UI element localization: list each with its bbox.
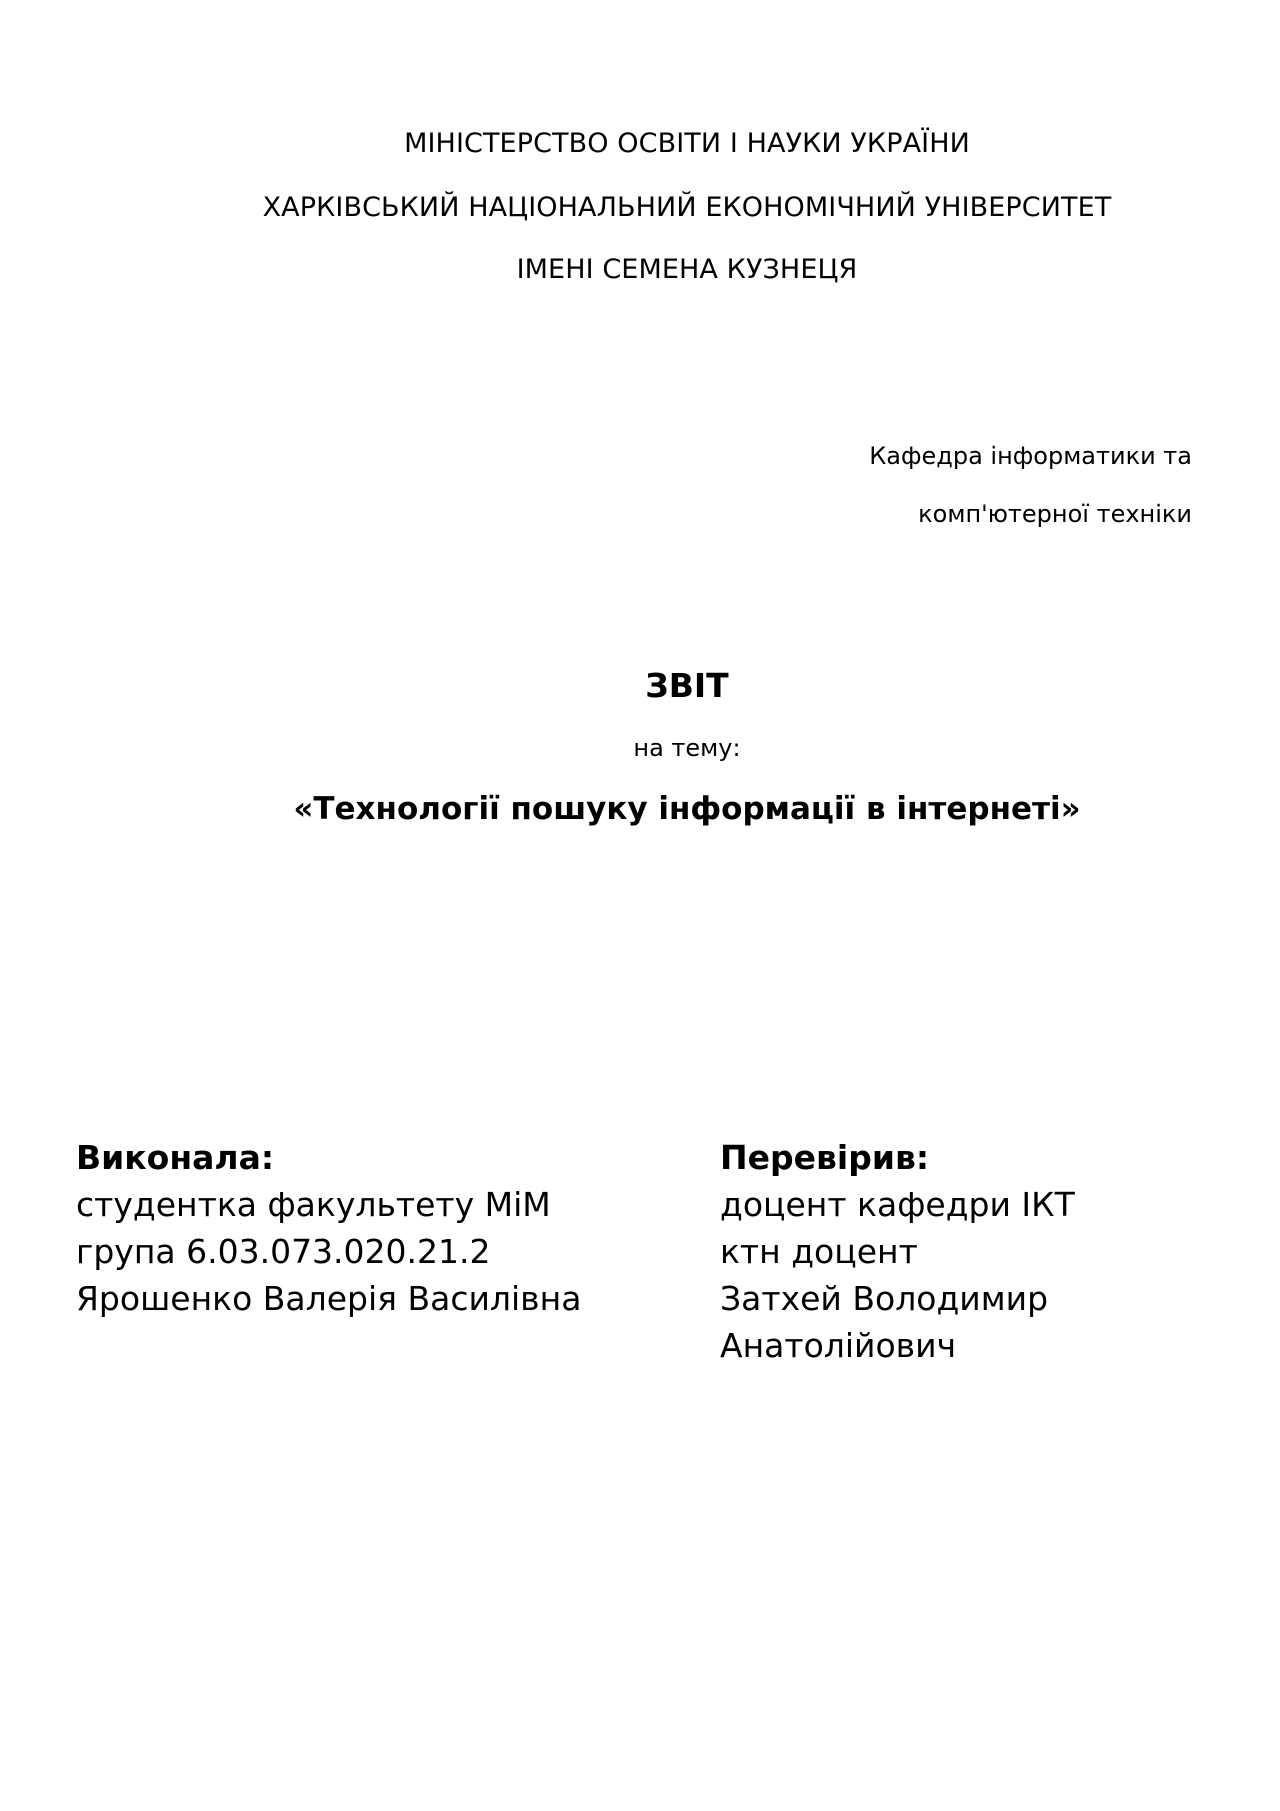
university-name-suffix: ІМЕНІ СЕМЕНА КУЗНЕЦЯ — [516, 254, 858, 285]
checked-by-position: доцент кафедри ІКТ — [720, 1185, 1075, 1224]
checked-by-degree: ктн доцент — [720, 1232, 918, 1271]
checked-by-patronymic: Анатолійович — [720, 1326, 957, 1365]
performed-by-name: Ярошенко Валерія Василівна — [76, 1279, 582, 1318]
checked-by-name: Затхей Володимир — [720, 1279, 1049, 1318]
performed-by-position: студентка факультету МіМ — [76, 1185, 551, 1224]
ministry-heading: МІНІСТЕРСТВО ОСВІТИ І НАУКИ УКРАЇНИ — [404, 128, 970, 159]
report-title: ЗВІТ — [645, 666, 729, 705]
performed-by-group: група 6.03.073.020.21.2 — [76, 1232, 491, 1271]
checked-by-label: Перевірив: — [720, 1138, 930, 1177]
checked-by-block — [720, 1134, 1075, 1369]
performed-by-label: Виконала: — [76, 1138, 275, 1177]
report-topic: «Технології пошуку інформації в інтернеті» — [293, 791, 1081, 827]
performed-by-block — [76, 1134, 581, 1322]
report-subtitle: на тему: — [633, 734, 741, 762]
department-line-2: комп'ютерної техніки — [918, 500, 1192, 528]
department-line-1: Кафедра інформатики та — [869, 442, 1192, 470]
university-heading: ХАРКІВСЬКИЙ НАЦІОНАЛЬНИЙ ЕКОНОМІЧНИЙ УНІВЕРСИТЕТ — [262, 192, 1112, 223]
